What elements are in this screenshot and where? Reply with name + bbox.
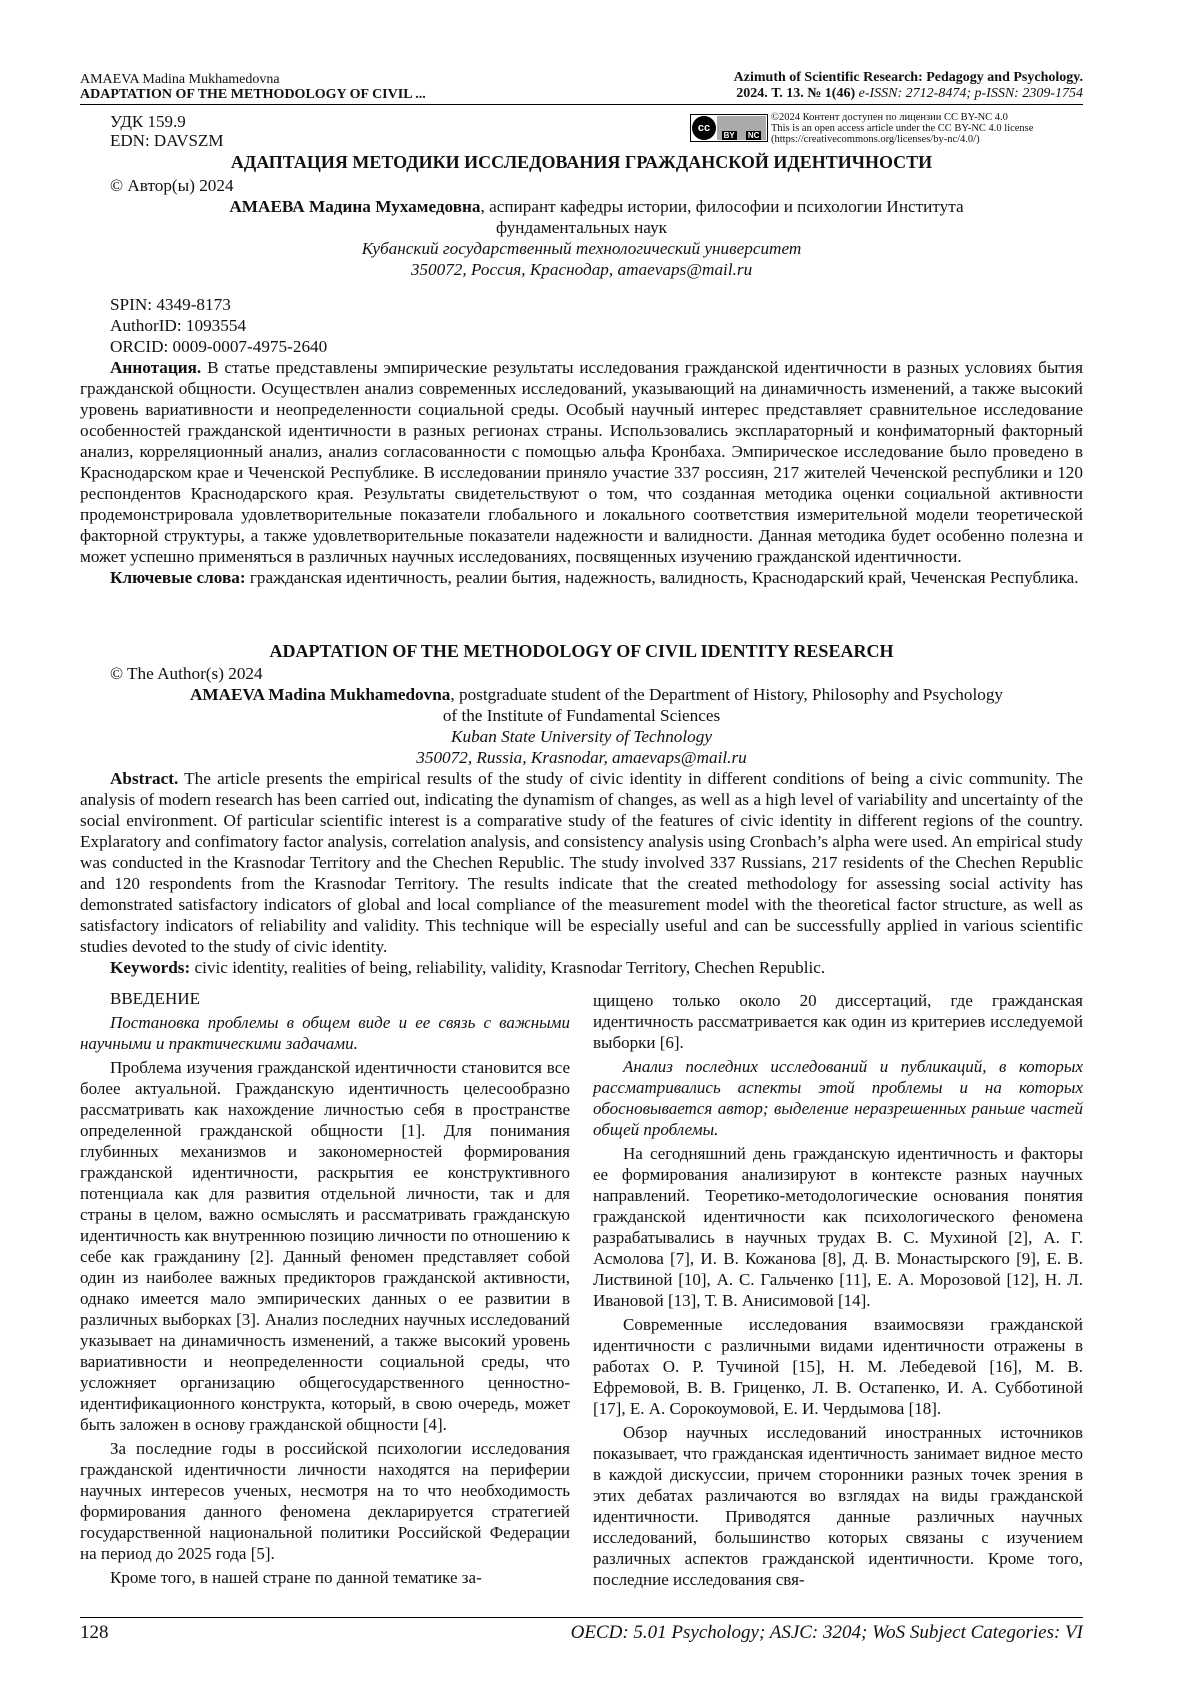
- section-heading: ВВЕДЕНИЕ: [110, 989, 200, 1008]
- title-ru: АДАПТАЦИЯ МЕТОДИКИ ИССЛЕДОВАНИЯ ГРАЖДАНСКОЙ ИДЕНТИЧНОСТИ: [230, 152, 933, 172]
- ru-author-line: [80, 196, 1083, 217]
- ru-author-role: , аспирант кафедры истории, философии и психологии Института: [480, 197, 964, 216]
- running-title: ADAPTATION OF THE METHODOLOGY OF CIVIL ...: [80, 87, 426, 102]
- cc-nc-label: NC: [747, 131, 760, 140]
- ru-address: 350072, Россия, Краснодар, amaevaps@mail.ru: [410, 260, 753, 279]
- license-link[interactable]: (https://creativecommons.org/licenses/by-nc/4.0/): [771, 134, 980, 145]
- en-author-role-cont: of the Institute of Fundamental Sciences: [442, 706, 721, 725]
- en-abstract-label: Abstract.: [110, 769, 179, 788]
- ru-abstract: [80, 357, 1083, 567]
- cc-icon: cc: [692, 116, 716, 140]
- license-line-ru: ©2024 Контент доступен по лицензии CC BY-NC 4.0: [771, 112, 1008, 123]
- en-abstract: [80, 768, 1083, 957]
- cc-by-label: BY: [723, 131, 735, 140]
- title-en: ADAPTATION OF THE METHODOLOGY OF CIVIL IDENTITY RESEARCH: [269, 641, 894, 661]
- ru-copyright: © Автор(ы) 2024: [110, 176, 234, 195]
- udk-code: УДК 159.9: [110, 112, 186, 131]
- en-abstract-text: The article presents the empirical results of the study of civic identity in different conditions of being a civic community. The analysis of modern research has been carried out, indicating the dynamism of changes, as well as a high level of variability and uncertainty of the social environment. Of particular scientific interest is a comparative study of the features of civic identity in different regions of the country. Explaratory and confimatory factor analysis, correlation analysis, and consistency analysis using Cronbach’s alpha were used. An empirical study was conducted in the Krasnodar Territory and the Chechen Republic. The study involved 337 Russians, 217 residents of the Chechen Republic and 120 respondents from the Krasnodar Territory. The results indicate that the created methodology for assessing social activity has demonstrated satisfactory indicators of global and local compliance of the measurement model with the theoretical factor structure, as well as satisfactory indicators of reliability and validity. This technique will be especially useful and can be successfully applied in various scientific studies devoted to the study of civic identity.: [80, 769, 1083, 956]
- ru-keywords: [80, 567, 1083, 588]
- page-number: 128: [80, 1622, 109, 1643]
- ru-keywords-label: Ключевые слова:: [110, 568, 246, 587]
- en-author-name: AMAEVA Madina Mukhamedovna: [189, 685, 451, 704]
- en-author-role: , postgraduate student of the Department of History, Philosophy and Psychology: [450, 685, 1004, 704]
- body-paragraph: За последние годы в российской психологии исследования гражданской идентичности личности находятся на периферии научных интересов ученых, несмотря на то что необходимость формирования данного феномена декларируется стратегией государственной национальной политики Российской Федерации на период до 2025 года [5].: [80, 1439, 570, 1563]
- header-rule: [80, 104, 1083, 105]
- ru-metadata: [80, 175, 1083, 588]
- journal-name: Azimuth of Scientific Research: Pedagogy and Psychology.: [733, 70, 1083, 85]
- running-author: AMAEVA Madina Mukhamedovna: [80, 72, 280, 87]
- en-address: 350072, Russia, Krasnodar, amaevaps@mail.ru: [416, 748, 747, 767]
- ru-abstract-label: Аннотация.: [110, 358, 202, 377]
- journal-issn: e-ISSN: 2712-8474; p-ISSN: 2309-1754: [858, 86, 1083, 101]
- ru-abstract-text: В статье представлены эмпирические результаты исследования гражданской идентичности в разных условиях бытия гражданской общности. Осуществлен анализ современных исследований, указывающий на динамичность изменений, а также высокий уровень вариативности и неопределенности социальной среды. Особый научный интерес представляет сравнительное исследование особенностей гражданской идентичности в разных регионах страны. Использовались эксплараторный и конфиматорный факторный анализ, корреляционный анализ, анализ согласованности с помощью альфа Кронбаха. Эмпирическое исследование было проведено в Краснодарском крае и Чеченской Республике. В исследовании приняло участие 337 россиян, 217 жителей Чеченской республики и 120 респондентов Краснодарского края. Результаты свидетельствуют о том, что созданная методика оценки социальной активности продемонстрировала удовлетворительные показатели глобального и локального соответствия измерительной модели теоретической факторной структуры, а также удовлетворительные показатели надежности и валидности. Данная методика будет особенно полезна и может успешно применяться в различных научных исследованиях, посвященных изучению гражданской идентичности.: [80, 358, 1083, 566]
- body-paragraph: Анализ последних исследований и публикаций, в которых рассматривались аспекты этой проблемы и на которых обосновывается автор; выделение неразрешенных раньше частей общей проблемы.: [593, 1057, 1083, 1139]
- body-paragraph: Современные исследования взаимосвязи гражданской идентичности с различными видами идентичности отражены в работах О. Р. Тучиной [15], Н. М. Лебедевой [16], М. В. Ефремовой, В. В. Гриценко, Л. В. Остапенко, И. А. Субботиной [17], Е. А. Сорокоумовой, Е. И. Чердымова [18].: [593, 1315, 1083, 1418]
- body-paragraph: Постановка проблемы в общем виде и ее связь с важными научными и практическими задачами.: [80, 1013, 570, 1053]
- en-author-line: [80, 684, 1083, 705]
- body-paragraph: щищено только около 20 диссертаций, где гражданская идентичность рассматривается как один из критериев исследуемой выборки [6].: [593, 991, 1083, 1052]
- body-paragraph: На сегодняшний день гражданскую идентичность и факторы ее формирования анализируют в контексте разных научных направлений. Теоретико-методологические основания понятия гражданской идентичности как психологического феномена разрабатывались в научных трудах В. С. Мухиной [2], А. Г. Асмолова [7], И. В. Кожанова [8], Д. В. Монастырского [9], Е. В. Листвиной [10], А. С. Гальченко [11], Е. А. Морозовой [12], Н. Л. Ивановой [13], Т. В. Анисимовой [14].: [593, 1144, 1083, 1310]
- udk-block: [110, 112, 224, 150]
- running-header-right: [663, 70, 1083, 102]
- journal-issue: 2024. Т. 13. № 1(46): [736, 86, 856, 101]
- body-column-left: [80, 988, 570, 1591]
- body-paragraph: Проблема изучения гражданской идентичности становится все более актуальной. Гражданскую идентичность целесообразно рассматривать как нахождение личностью себя в пространстве определенной гражданской общности [1]. Для понимания глубинных механизмов и закономерностей формирования гражданской идентичности, раскрытия ее конструктивного потенциала как для развития отдельной личности, так и для страны в целом, важно осмыслять и рассматривать гражданскую идентичность как внутреннюю позицию личности по отношению к себе как гражданину [2]. Данный феномен представляет собой один из наиболее важных предикторов гражданской активности, однако имеется мало эмпирических данных о ее развитии в различных выборках [3]. Анализ последних научных исследований указывает на динамичность изменений, а также высокий уровень вариативности и неопределенности социальной среды, что усложняет организацию общегосударственного ценностно-идентификационного конструкта, который, в свою очередь, может быть заложен в основу гражданской общности [4].: [80, 1058, 570, 1434]
- subject-classification: OECD: 5.01 Psychology; ASJC: 3204; WoS Subject Categories: VI: [570, 1622, 1083, 1643]
- footer-rule: [80, 1617, 1083, 1618]
- running-header-left: [80, 72, 426, 102]
- en-keywords-text: civic identity, realities of being, reliability, validity, Krasnodar Territory, Chechen Republic.: [190, 958, 826, 977]
- body-paragraph: Обзор научных исследований иностранных источников показывает, что гражданская идентичность занимает видное место в каждой дискуссии, причем сторонники разных точек зрения в этих дебатах различаются во взглядах на виды гражданской идентичности. Приводятся данные различных научных исследований, большинство которых связаны с изучением различных аспектов гражданской идентичности. Кроме того, последние исследования свя-: [593, 1423, 1083, 1589]
- en-copyright: © The Author(s) 2024: [110, 664, 263, 683]
- edn-code: EDN: DAVSZM: [110, 131, 224, 150]
- body-column-right: [593, 990, 1083, 1593]
- ru-affiliation: Кубанский государственный технологический университет: [361, 239, 802, 258]
- en-metadata: [80, 663, 1083, 978]
- license-text: [771, 112, 1091, 145]
- body-paragraph: Кроме того, в нашей стране по данной тематике за-: [110, 1568, 482, 1587]
- ru-author-role-cont: фундаментальных наук: [495, 218, 668, 237]
- ru-keywords-text: гражданская идентичность, реалии бытия, надежность, валидность, Краснодарский край, Чеченская Республика.: [245, 568, 1079, 587]
- license-line-en: This is an open access article under the CC BY-NC 4.0 license: [771, 123, 1034, 134]
- en-keywords-label: Keywords:: [110, 958, 191, 977]
- spin-id: SPIN: 4349-8173: [110, 295, 231, 314]
- author-id: AuthorID: 1093554: [110, 316, 247, 335]
- en-affiliation: Kuban State University of Technology: [451, 727, 712, 746]
- cc-license-badge: [690, 114, 768, 142]
- ru-author-name: АМАЕВА Мадина Мухамедовна: [229, 197, 481, 216]
- en-keywords: [80, 957, 1083, 978]
- orcid-id: ORCID: 0009-0007-4975-2640: [110, 337, 328, 356]
